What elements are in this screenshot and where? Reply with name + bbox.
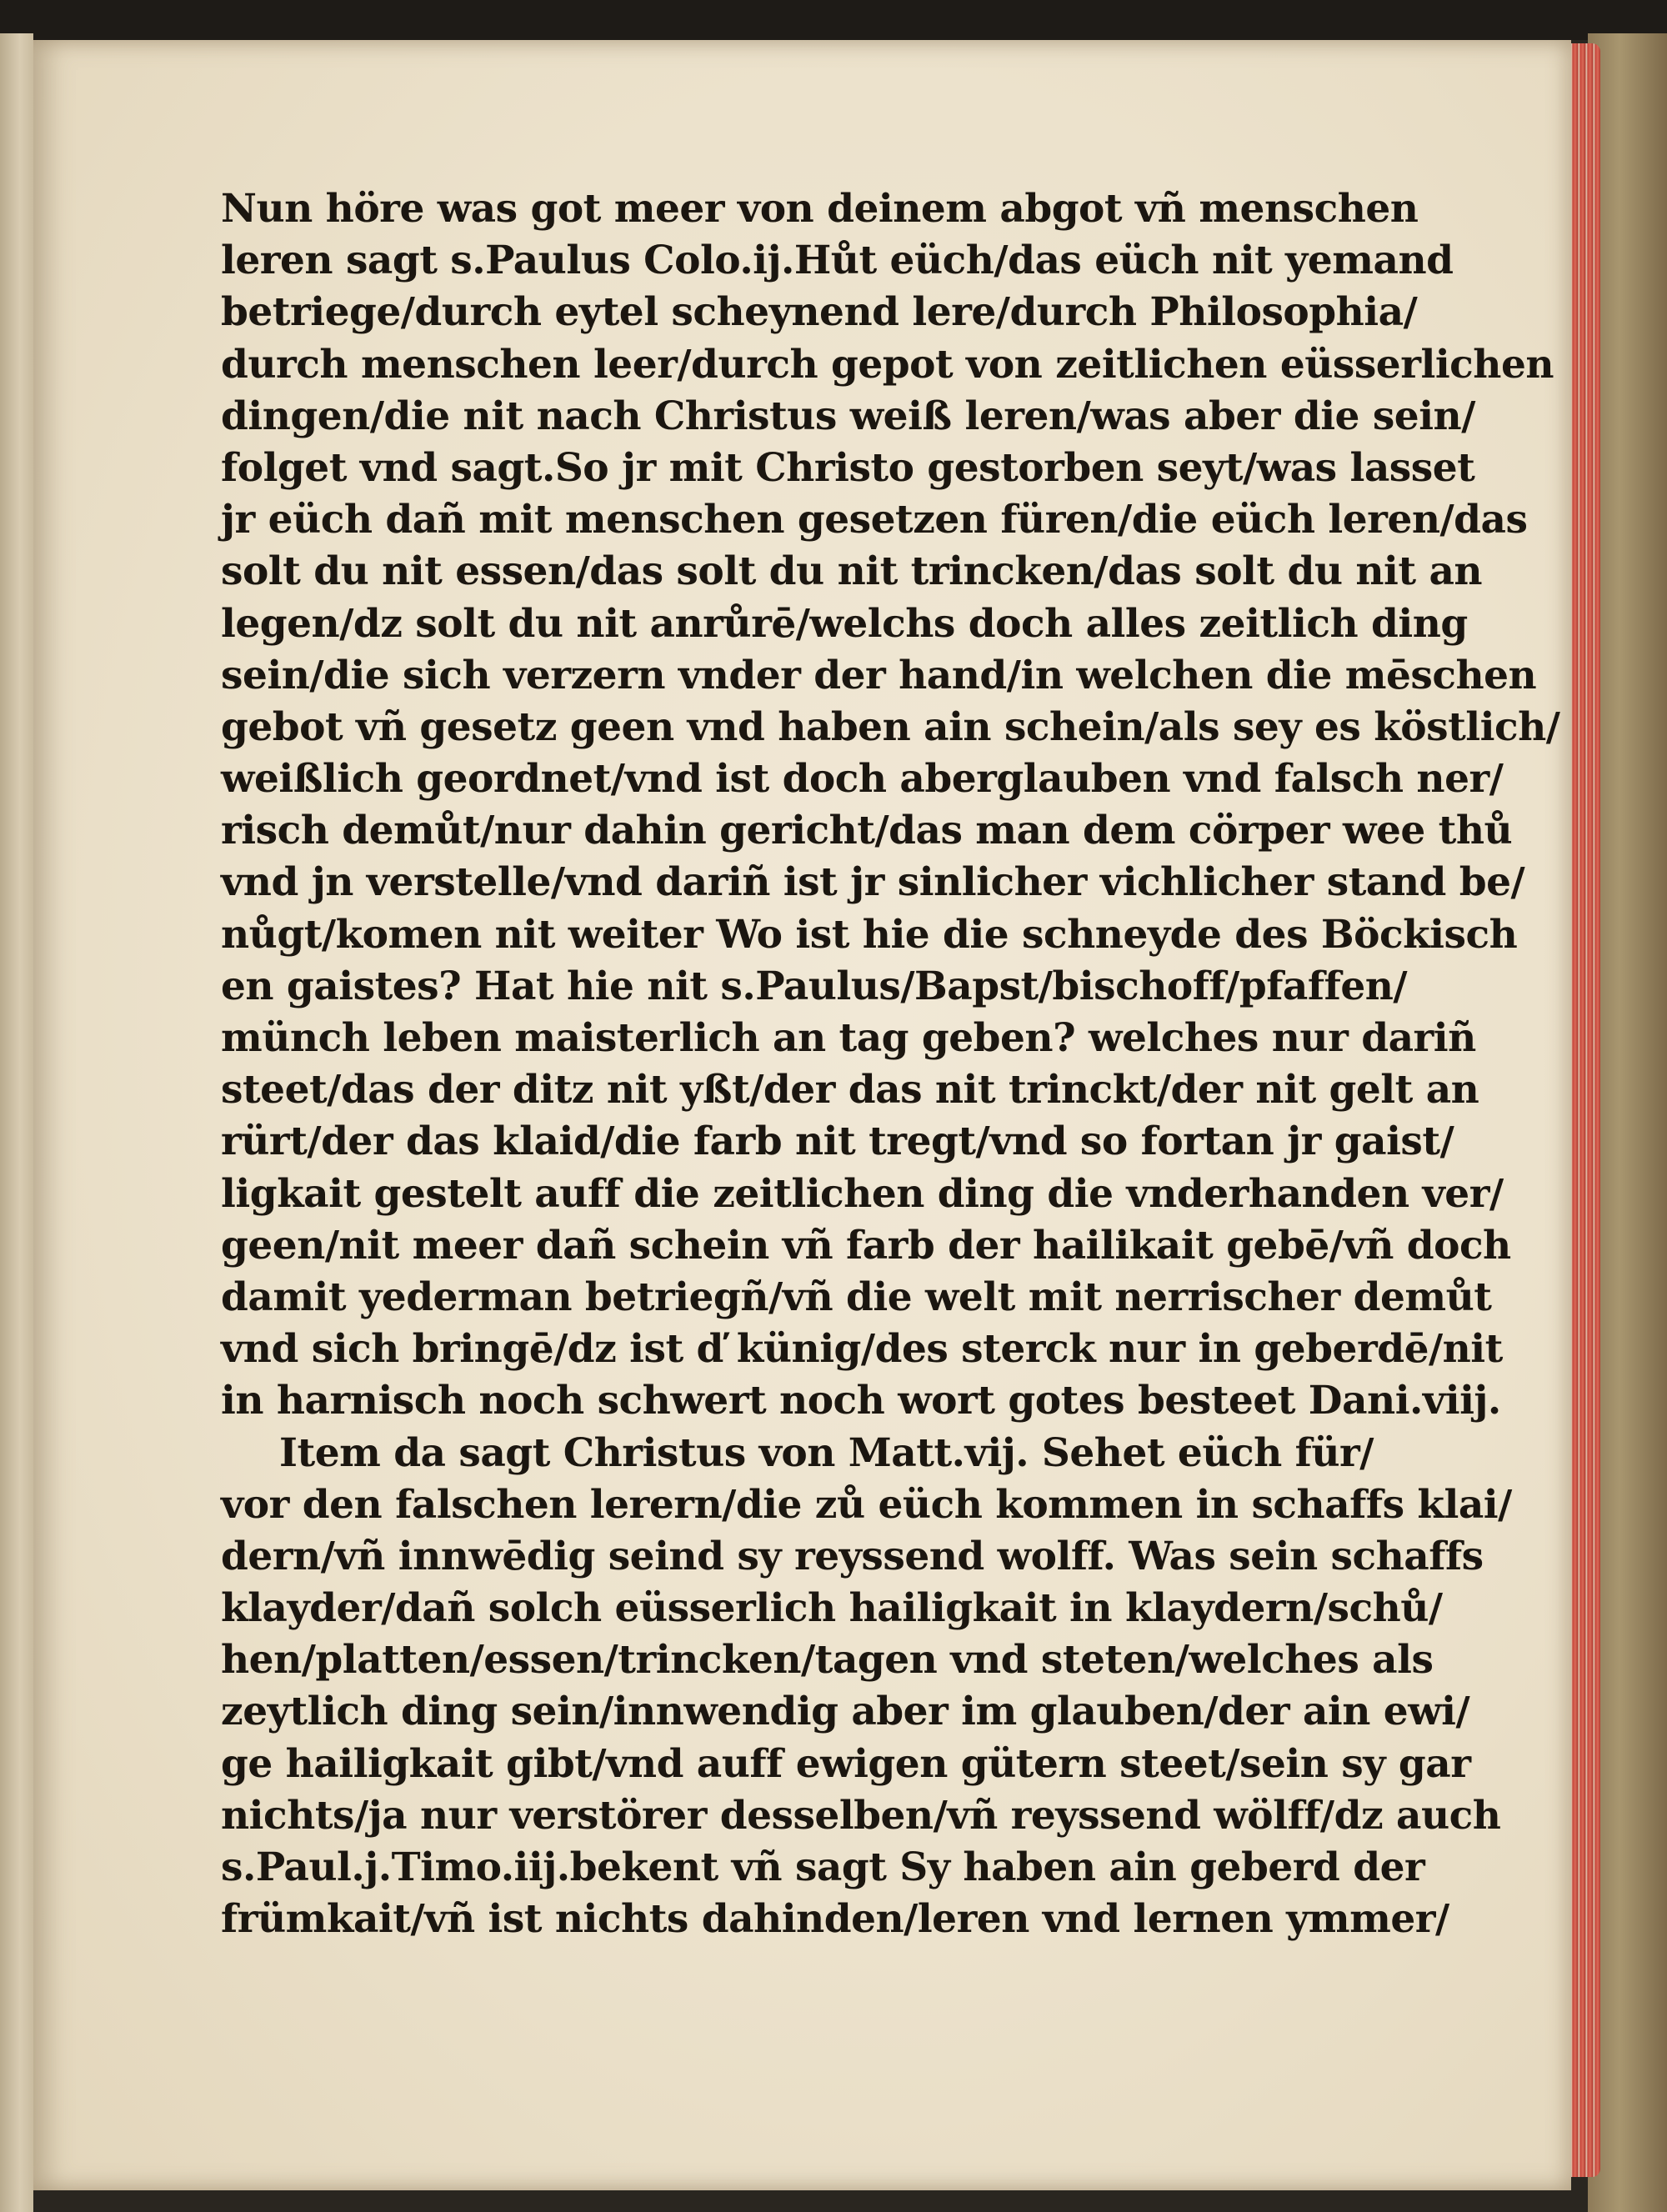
- text-line-indented: Item da sagt Christus von Matt.vij. Sehet eüch für/: [279, 1429, 1374, 1476]
- text-line: dingen/die nit nach Christus weiß leren/was aber die sein/: [221, 393, 1475, 439]
- text-line: s.Paul.j.Timo.iij.bekent vñ sagt Sy haben ain geberd der: [221, 1844, 1425, 1890]
- text-line: durch menschen leer/durch gepot von zeitlichen eüsserlichen: [221, 341, 1554, 388]
- text-line: zeytlich ding sein/innwendig aber im glauben/der ain ewi/: [221, 1689, 1470, 1735]
- text-line: damit yederman betriegñ/vñ die welt mit nerrischer demůt: [221, 1274, 1492, 1320]
- text-line: geen/nit meer dañ schein vñ farb der hailikait gebē/vñ doch: [221, 1222, 1511, 1269]
- text-line: sein/die sich verzern vnder der hand/in welchen die mēschen: [221, 652, 1537, 698]
- text-line: hen/platten/essen/trincken/tagen vnd steten/welches als: [221, 1637, 1434, 1684]
- scan-top-border: [0, 0, 1667, 40]
- text-line: legen/dz solt du nit anrůrē/welchs doch alles zeitlich ding: [221, 600, 1468, 647]
- text-line: leren sagt s.Paulus Colo.ij.Hůt eüch/das eüch nit yemand: [221, 238, 1454, 284]
- text-line: steet/das der ditz nit yßt/der das nit trinckt/der nit gelt an: [221, 1067, 1479, 1114]
- text-line: frümkait/vñ ist nichts dahinden/leren vnd lernen ymmer/: [221, 1896, 1449, 1943]
- text-line: rürt/der das klaid/die farb nit tregt/vnd so fortan jr gaist/: [221, 1119, 1454, 1165]
- text-line: folget vnd sagt.So jr mit Christo gestorben seyt/was lasset: [221, 444, 1475, 491]
- text-line: betriege/durch eytel scheynend lere/durch Philosophia/: [221, 289, 1418, 336]
- text-line: münch leben maisterlich an tag geben? welches nur dariñ: [221, 1015, 1476, 1061]
- text-line: jr eüch dañ mit menschen gesetzen füren/die eüch leren/das: [221, 497, 1528, 543]
- text-line: nůgt/komen nit weiter Wo ist hie die schneyde des Böckisch: [221, 911, 1518, 958]
- text-line: in harnisch noch schwert noch wort gotes besteet Dani.viij.: [221, 1378, 1501, 1424]
- text-line: dern/vñ innwēdig seind sy reyssend wolff. Was sein schaffs: [221, 1533, 1484, 1579]
- text-line: en gaistes? Hat hie nit s.Paulus/Bapst/bischoff/pfaffen/: [221, 963, 1408, 1009]
- text-line: gebot vñ gesetz geen vnd haben ain schein/als sey es köstlich/: [221, 703, 1560, 750]
- text-line: vnd jn verstelle/vnd dariñ ist jr sinlicher vichlicher stand be/: [221, 859, 1525, 906]
- text-line: vnd sich bringē/dz ist ď künig/des sterck nur in geberdē/nit: [221, 1326, 1503, 1373]
- text-line: weißlich geordnet/vnd ist doch aberglauben vnd falsch ner/: [221, 756, 1504, 803]
- facing-page-edge: [0, 33, 33, 2212]
- text-line: risch demůt/nur dahin gericht/das man dem cörper wee thů: [221, 808, 1513, 854]
- text-line: Nun höre was got meer von deinem abgot vñ menschen: [221, 186, 1419, 232]
- text-line: nichts/ja nur verstörer desselben/vñ reyssend wölff/dz auch: [221, 1792, 1501, 1839]
- book-page: [33, 40, 1571, 2190]
- text-block: [221, 183, 1560, 1945]
- text-line: ligkait gestelt auff die zeitlichen ding die vnderhanden ver/: [221, 1170, 1504, 1217]
- text-line: vor den falschen lerern/die zů eüch kommen in schaffs klai/: [221, 1481, 1512, 1528]
- text-line: ge hailigkait gibt/vnd auff ewigen gütern steet/sein sy gar: [221, 1740, 1471, 1787]
- text-line: klayder/dañ solch eüsserlich hailigkait in klaydern/schů/: [221, 1585, 1443, 1632]
- text-line: solt du nit essen/das solt du nit trincken/das solt du nit an: [221, 548, 1483, 595]
